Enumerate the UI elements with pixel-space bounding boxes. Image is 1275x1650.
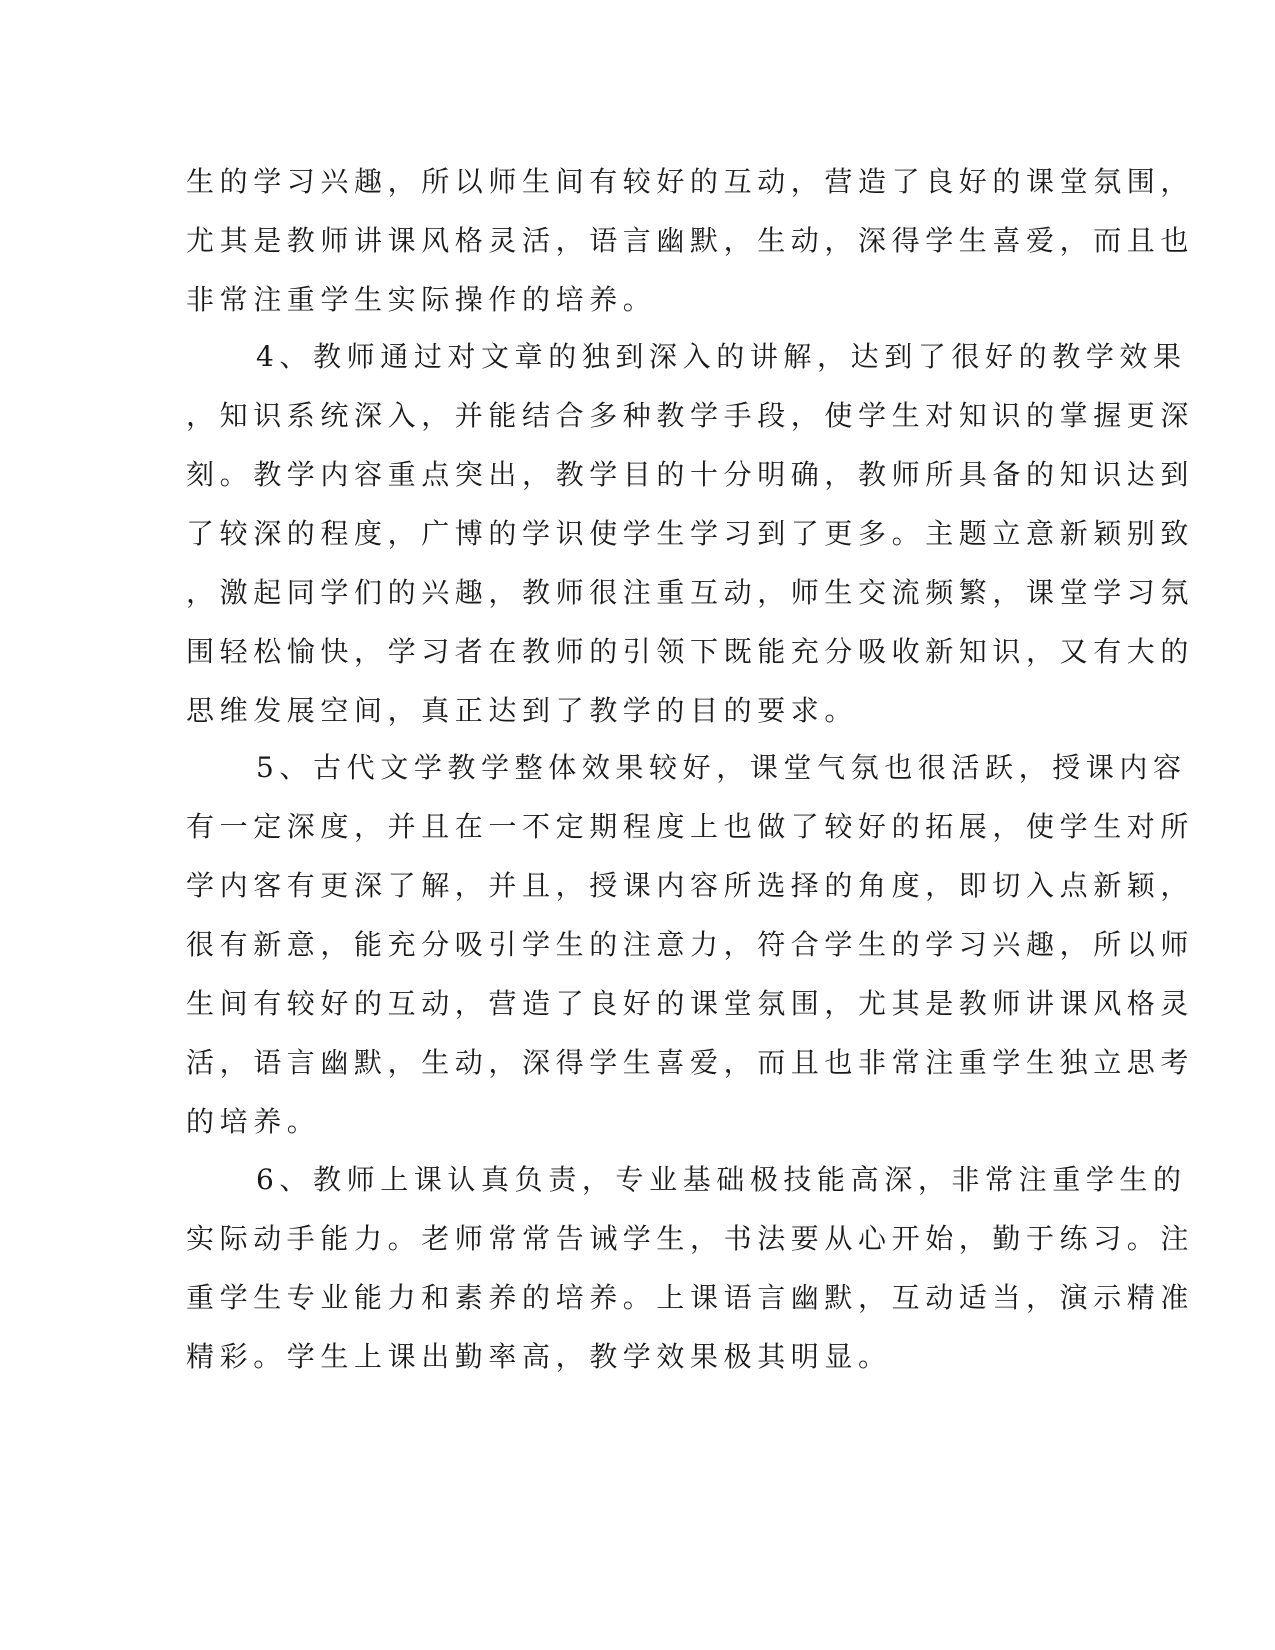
text-line: 5、古代文学教学整体效果较好，课堂气氛也很活跃，授课内容 bbox=[256, 751, 1187, 784]
text-line: ，知识系统深入，并能结合多种教学手段，使学生对知识的掌握更深 bbox=[186, 399, 1195, 432]
text-line: 非常注重学生实际操作的培养。 bbox=[186, 283, 657, 316]
text-line: 精彩。学生上课出勤率高，教学效果极其明显。 bbox=[186, 1340, 892, 1373]
paragraph-item-4 bbox=[186, 327, 1195, 740]
text-line: 6、教师上课认真负责，专业基础极技能高深，非常注重学生的 bbox=[256, 1163, 1187, 1196]
text-line: ，激起同学们的兴趣，教师很注重互动，师生交流频繁，课堂学习氛 bbox=[186, 576, 1195, 609]
text-line: 有一定深度，并且在一不定期程度上也做了较好的拓展，使学生对所 bbox=[186, 810, 1195, 843]
text-line: 实际动手能力。老师常常告诫学生，书法要从心开始，勤于练习。注 bbox=[186, 1222, 1195, 1255]
paragraph-item-5 bbox=[186, 738, 1195, 1151]
text-line: 思维发展空间，真正达到了教学的目的要求。 bbox=[186, 694, 859, 727]
text-line: 围轻松愉快，学习者在教师的引领下既能充分吸收新知识，又有大的 bbox=[186, 635, 1195, 668]
text-line: 刻。教学内容重点突出，教学目的十分明确，教师所具备的知识达到 bbox=[186, 458, 1195, 491]
text-line: 学内客有更深了解，并且，授课内容所选择的角度，即切入点新颖， bbox=[186, 869, 1195, 902]
text-line: 生的学习兴趣，所以师生间有较好的互动，营造了良好的课堂氛围， bbox=[186, 165, 1195, 198]
text-line: 了较深的程度，广博的学识使学生学习到了更多。主题立意新颖别致 bbox=[186, 517, 1195, 550]
paragraph-item-6 bbox=[186, 1150, 1195, 1386]
text-line: 4、教师通过对文章的独到深入的讲解，达到了很好的教学效果 bbox=[256, 340, 1187, 373]
text-line: 的培养。 bbox=[186, 1105, 321, 1138]
text-line: 重学生专业能力和素养的培养。上课语言幽默，互动适当，演示精准 bbox=[186, 1281, 1195, 1314]
paragraph-continuation bbox=[186, 152, 1195, 329]
text-line: 尤其是教师讲课风格灵活，语言幽默，生动，深得学生喜爱，而且也 bbox=[186, 224, 1195, 257]
text-line: 生间有较好的互动，营造了良好的课堂氛围，尤其是教师讲课风格灵 bbox=[186, 987, 1195, 1020]
text-line: 很有新意，能充分吸引学生的注意力，符合学生的学习兴趣，所以师 bbox=[186, 928, 1195, 961]
text-line: 活，语言幽默，生动，深得学生喜爱，而且也非常注重学生独立思考 bbox=[186, 1046, 1195, 1079]
